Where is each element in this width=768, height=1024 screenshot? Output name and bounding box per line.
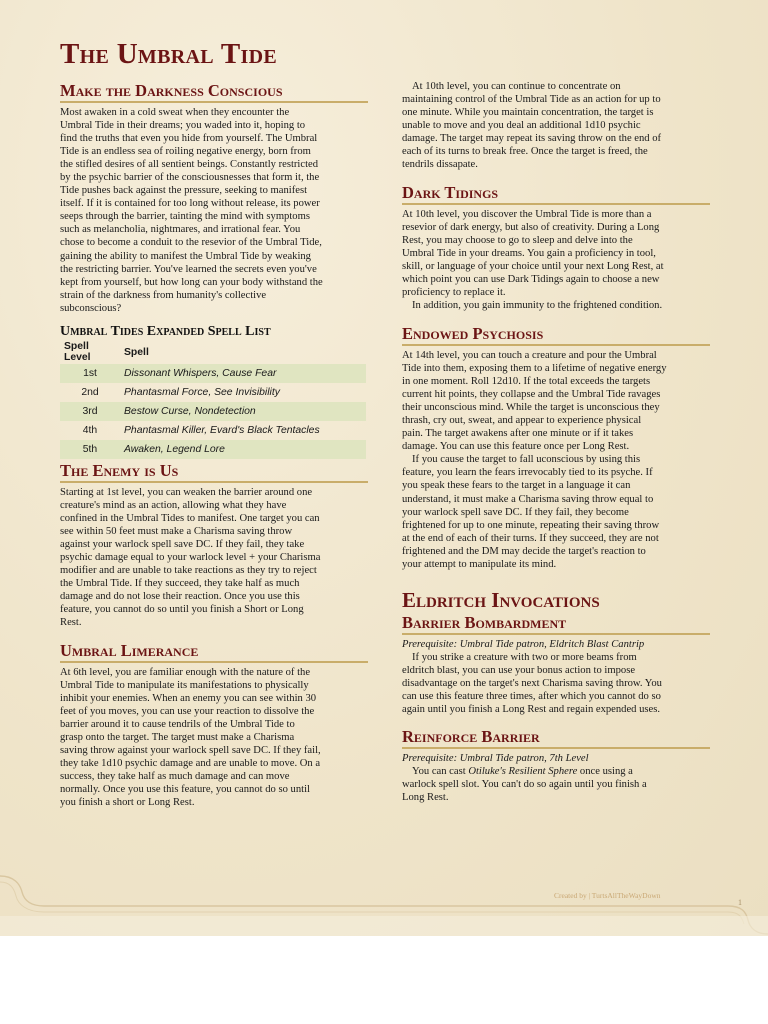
text-line: your warlock spell save DC. If they fail, they become bbox=[402, 506, 629, 518]
section-heading: Umbral Limerance bbox=[60, 642, 368, 663]
text-line: Umbral Tide in their dreams; you waded into it, hoping to bbox=[60, 120, 306, 132]
text-line: modifier and are unable to take reactions as they try to reject bbox=[60, 565, 317, 577]
page-title: The Umbral Tide bbox=[60, 38, 278, 70]
text-line: At 10th level, you can continue to concentrate on bbox=[412, 81, 621, 92]
text-line: Umbral Tide to manipulate its manifestations to physically bbox=[60, 680, 309, 692]
text-line: chose to become a conduit to the resevior of the Umbral Tide, bbox=[60, 237, 322, 249]
text-line: tendrils dissapate. bbox=[402, 159, 478, 171]
spell-level-cell: 2nd bbox=[81, 387, 99, 398]
text-line: warlock spell slot. You can't do so again until you finish a bbox=[402, 779, 647, 791]
spell-level-cell: 5th bbox=[60, 440, 120, 459]
text-line: understand, it must make a Charisma saving throw equal to bbox=[402, 493, 654, 505]
text-line: feature, you learn the fears irrevocably tied to its psyche. If bbox=[402, 467, 653, 479]
section-heading: Make the Darkness Conscious bbox=[60, 82, 368, 103]
text-line: kept from yourself, but how long can your body withstand the bbox=[60, 276, 323, 288]
text-line: Rest. bbox=[60, 617, 82, 629]
section-endowed-psychosis bbox=[402, 325, 710, 571]
section-reinforce-barrier bbox=[402, 728, 710, 804]
prerequisite-text: Prerequisite: Umbral Tide patron, Eldritch Blast Cantrip bbox=[402, 639, 645, 650]
text-line: unable to move and you deal an additional 1d10 psychic bbox=[402, 120, 641, 132]
section-heading: Barrier Bombardment bbox=[402, 614, 710, 635]
spell-names-cell: Phantasmal Force, See Invisibility bbox=[124, 387, 280, 398]
text-line: skill, or language of your choice until your next Long Rest, at bbox=[402, 261, 664, 273]
text-line: damage. You can use this feature once per Long Rest. bbox=[402, 441, 630, 453]
text-line: creature's mind as an action, allowing what they have bbox=[60, 500, 287, 512]
spell-name: Otiluke's Resilient Sphere bbox=[468, 766, 578, 778]
text-line: can use this feature three times, after which you cannot do so bbox=[402, 691, 661, 703]
text-line: current hit points, they collapse and the Umbral Tide ravages bbox=[402, 389, 661, 401]
text-line: your attempt to manipulate its mind. bbox=[402, 558, 557, 570]
text-line: pain. The target awakens after one minute or if it takes bbox=[402, 428, 634, 440]
text-line: grasp onto the target. The target must make a Charisma bbox=[60, 732, 295, 744]
table-row bbox=[60, 364, 366, 383]
text-span: You can cast bbox=[412, 766, 469, 778]
spell-list-section bbox=[60, 324, 368, 459]
text-line: normally. Once you use this feature, you cannot do so until bbox=[60, 784, 310, 796]
text-line: at the end of each of their turns. If they succeed, they are not bbox=[402, 532, 659, 544]
text-line: find the truths that even you hide from yourself. The Umbral bbox=[60, 133, 318, 145]
text-line: strain of the darkness from humanity's collective bbox=[60, 289, 267, 301]
text-line: subconscious? bbox=[60, 302, 122, 314]
prerequisite-text: Prerequisite: Umbral Tide patron, 7th Level bbox=[402, 753, 589, 764]
chapter-heading: Eldritch Invocations bbox=[402, 588, 600, 612]
text-line: feature, you cannot do so until you finish a Short or Long bbox=[60, 604, 304, 616]
text-line: damage and do not lose their reaction. Once you use this bbox=[60, 591, 300, 603]
text-line: which point you can use Dark Tidings again to choose a new bbox=[402, 274, 660, 286]
spell-level-cell: 3rd bbox=[60, 402, 120, 421]
text-line: the stifled desires of all sentient beings. Constantly restricted bbox=[60, 159, 319, 171]
spell-level-cell: 4th bbox=[82, 425, 98, 436]
text-line: eldritch blast, you can use your bonus action to impose bbox=[402, 665, 636, 677]
text-line: Tide is an endless sea of roiling negative energy, born from bbox=[60, 146, 311, 158]
text-line: proficiency to replace it. bbox=[402, 287, 506, 299]
text-line: one minute. While you maintain concentration, the target is bbox=[402, 107, 654, 119]
text-line bbox=[402, 765, 710, 778]
section-enemy-is-us bbox=[60, 462, 368, 630]
section-heading: Endowed Psychosis bbox=[402, 325, 710, 346]
spell-names-cell: Dissonant Whispers, Cause Fear bbox=[120, 364, 366, 383]
text-line: gaining the ability to manifest the Umbral Tide by weaking bbox=[60, 250, 311, 262]
text-line: such as melancholia, nightmares, and irrational fear. You bbox=[60, 224, 301, 236]
text-line: their unconscious mind. While the target is unconscious they bbox=[402, 402, 660, 414]
text-line: At 6th level, you are familiar enough with the nature of the bbox=[60, 667, 311, 678]
footer-credit: Created by | TurtsAllTheWayDown bbox=[554, 891, 661, 900]
column-header-level: Spell Level bbox=[64, 341, 91, 363]
section-heading: Reinforce Barrier bbox=[402, 728, 710, 749]
text-line: At 14th level, you can touch a creature and pour the Umbral bbox=[402, 350, 657, 361]
spell-list-heading: Umbral Tides Expanded Spell List bbox=[60, 324, 271, 339]
text-line: against your warlock spell save DC. If they fail, they take bbox=[60, 539, 305, 551]
text-line: success, they take half as much damage and can move bbox=[60, 771, 290, 783]
table-row bbox=[60, 421, 366, 440]
text-line: If you strike a creature with two or more beams from bbox=[412, 652, 637, 664]
text-line: the restricting barrier. You've learned the secrets even you've bbox=[60, 263, 317, 275]
page-number: 1 bbox=[738, 898, 742, 907]
text-line: Tide pushes back against the pressure, seeking to manifest bbox=[60, 185, 308, 197]
text-line: If you cause the target to fall uconscious by using this bbox=[412, 454, 641, 466]
footer-ornament bbox=[0, 868, 768, 936]
text-line: they take 1d10 psychic damage and are unable to move. On a bbox=[60, 758, 321, 770]
text-line: Starting at 1st level, you can weaken the barrier around one bbox=[60, 487, 313, 498]
spell-names-cell: Phantasmal Killer, Evard's Black Tentacles bbox=[124, 425, 320, 436]
text-line: see within 50 feet must make a Charisma saving throw bbox=[60, 526, 293, 538]
table-row bbox=[60, 383, 366, 402]
section-dark-tidings bbox=[402, 184, 710, 312]
spell-table bbox=[60, 340, 366, 459]
text-line: seeps through the barrier, tainting the mind with symptoms bbox=[60, 211, 310, 223]
spell-table-header-row bbox=[60, 340, 366, 364]
text-line: by the psychic barrier of the consciousnesses that form it, the bbox=[60, 172, 320, 184]
text-line: each of its turns to break free. Once the target is freed, the bbox=[402, 146, 648, 158]
text-line: in one moment. Roll 12d10. If the total exceeds the targets bbox=[402, 376, 651, 388]
text-line: frightened for up to one minute, repeating their saving throw bbox=[402, 519, 660, 531]
text-line: Long Rest. bbox=[402, 792, 449, 804]
text-line: you speak these fears to the target in a language it can bbox=[402, 480, 631, 492]
text-line: maintaining control of the Umbral Tide as an action for up to bbox=[402, 94, 661, 106]
text-line: confined in the Umbral Tides to manifest. One target you can bbox=[60, 513, 320, 525]
spell-names-cell: Awaken, Legend Lore bbox=[120, 440, 366, 459]
table-row bbox=[60, 402, 366, 421]
spell-names-cell: Bestow Curse, Nondetection bbox=[120, 402, 366, 421]
text-line: In addition, you gain immunity to the frightened condition. bbox=[412, 300, 663, 312]
column-header-spell: Spell bbox=[124, 346, 149, 358]
section-heading: Dark Tidings bbox=[402, 184, 710, 205]
text-line: saving throw against your warlock spell save DC. If they fail, bbox=[60, 745, 321, 757]
section-make-darkness-conscious bbox=[60, 82, 368, 315]
text-line: itself. If it is contained for too long without release, its power bbox=[60, 198, 320, 210]
text-line: barrier around it to cause tendrils of the Umbral Tide to bbox=[60, 719, 295, 731]
text-line: Tide into them, exposing them to a lifetime of negative energy bbox=[402, 363, 667, 375]
text-line: thrash, cry out, sweat, and appear to experience physical bbox=[402, 415, 642, 427]
section-limerance-continued bbox=[402, 80, 710, 171]
text-line: disadvantage on the target's next Charisma saving throw. You bbox=[402, 678, 662, 690]
table-row bbox=[60, 440, 366, 459]
text-line: the Umbral Tide. If they succeed, they take half as much bbox=[60, 578, 300, 590]
text-line: resevior of dark energy, but also of creativity. During a Long bbox=[402, 222, 660, 234]
text-line: again until you finish a Long Rest and regain expended uses. bbox=[402, 704, 661, 716]
text-line: inhibit your enemies. When an enemy you can see within 30 bbox=[60, 693, 317, 705]
section-umbral-limerance bbox=[60, 642, 368, 810]
text-line: damage. The target may repeat its saving throw on the end of bbox=[402, 133, 662, 145]
text-line: feet of you moves, you can use your reaction to dissolve the bbox=[60, 706, 315, 718]
section-heading: The Enemy is Us bbox=[60, 462, 368, 483]
text-line: you finish a short or Long Rest. bbox=[60, 797, 195, 809]
spell-level-cell: 1st bbox=[60, 364, 120, 383]
text-line: Most awaken in a cold sweat when they encounter the bbox=[60, 107, 290, 118]
text-line: Umbral Tide in your dreams. You gain a proficiency in tool, bbox=[402, 248, 656, 260]
section-barrier-bombardment bbox=[402, 614, 710, 716]
text-line: psychic damage equal to your warlock level + your Charisma bbox=[60, 552, 321, 564]
text-span: once using a bbox=[577, 766, 633, 778]
text-line: Rest, you may choose to go to sleep and delve into the bbox=[402, 235, 633, 247]
text-line: frightened and the DM may decide the target's reaction to bbox=[402, 545, 646, 557]
text-line: At 10th level, you discover the Umbral Tide is more than a bbox=[402, 209, 652, 220]
section-eldritch-invocations bbox=[402, 588, 710, 613]
